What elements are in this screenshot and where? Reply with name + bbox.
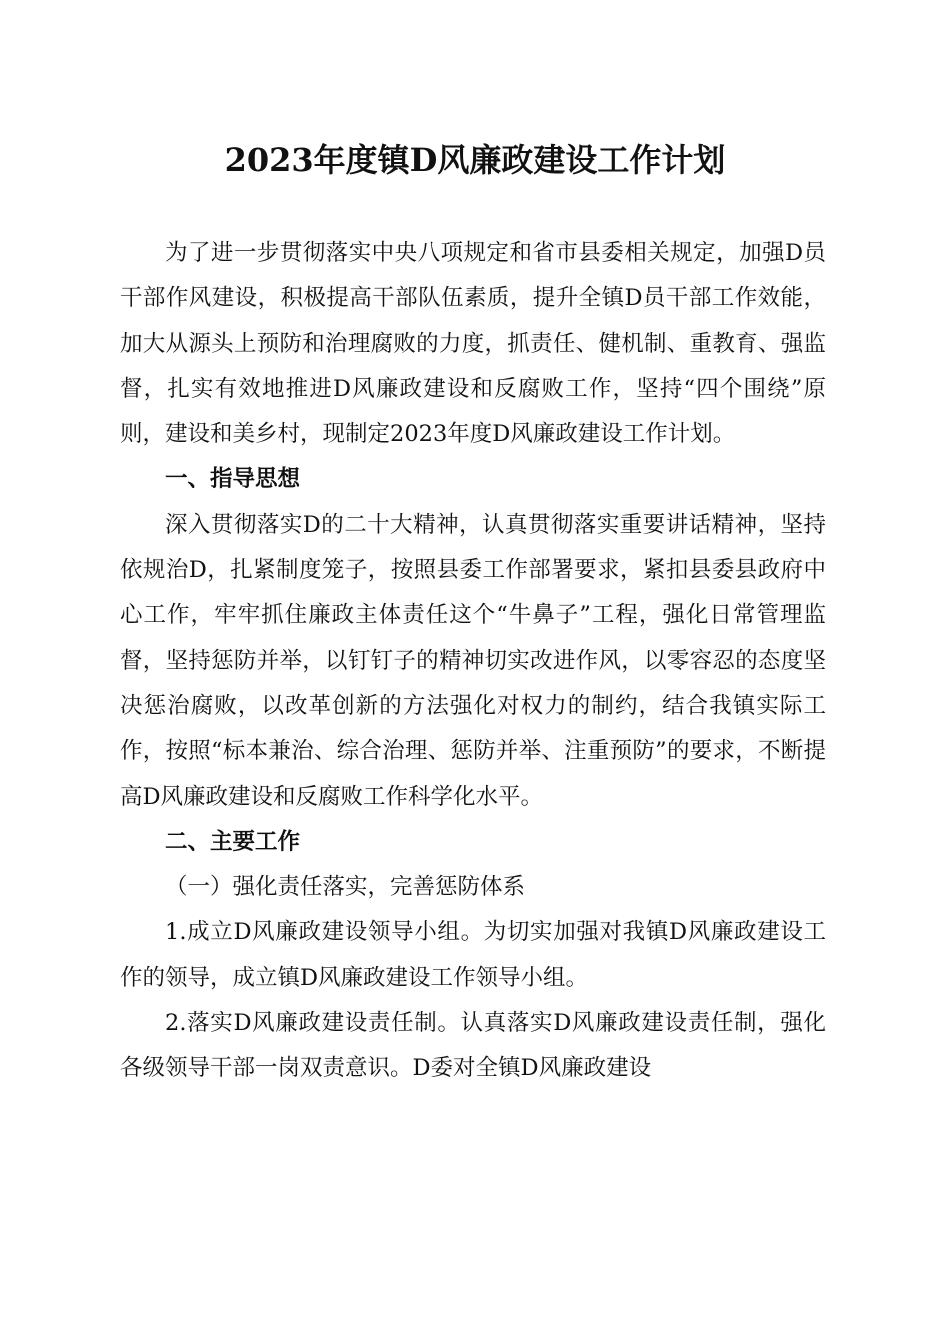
list-item-leadership-group: 1.成立D风廉政建设领导小组。为切实加强对我镇D风廉政建设工作的领导，成立镇D风廉政建设工作领导小组。 <box>120 919 826 991</box>
section-heading-main-work: 二、主要工作 <box>165 828 301 855</box>
subheading-responsibility: （一）强化责任落实，完善惩防体系 <box>165 874 526 901</box>
list-item-responsibility-system: 2.落实D风廉政建设责任制。认真落实D风廉政建设责任制，强化各级领导干部一岗双责意识。D委对全镇D风廉政建设 <box>120 1010 826 1082</box>
document-body <box>120 231 826 1092</box>
section-heading-guiding-ideology: 一、指导思想 <box>165 466 301 493</box>
intro-paragraph: 为了进一步贯彻落实中央八项规定和省市县委相关规定，加强D员干部作风建设，积极提高干部队伍素质，提升全镇D员干部工作效能，加大从源头上预防和治理腐败的力度，抓责任、健机制、重教育、强监督，扎实有效地推进D风廉政建设和反腐败工作，坚持“四个围绕”原则，建设和美乡村，现制定2023年度D风廉政建设工作计划。 <box>120 240 826 448</box>
guiding-ideology-paragraph: 深入贯彻落实D的二十大精神，认真贯彻落实重要讲话精神，坚持依规治D，扎紧制度笼子，按照县委工作部署要求，紧扣县委县政府中心工作，牢牢抓住廉政主体责任这个“牛鼻子”工程，强化日常管理监督，坚持惩防并举，以钉钉子的精神切实改进作风，以零容忍的态度坚决惩治腐败，以改革创新的方法强化对权力的制约，结合我镇实际工作，按照“标本兼治、综合治理、惩防并举、注重预防”的要求，不断提高D风廉政建设和反腐败工作科学化水平。 <box>120 511 826 810</box>
document-title: 2023年度镇D风廉政建设工作计划 <box>224 141 726 179</box>
